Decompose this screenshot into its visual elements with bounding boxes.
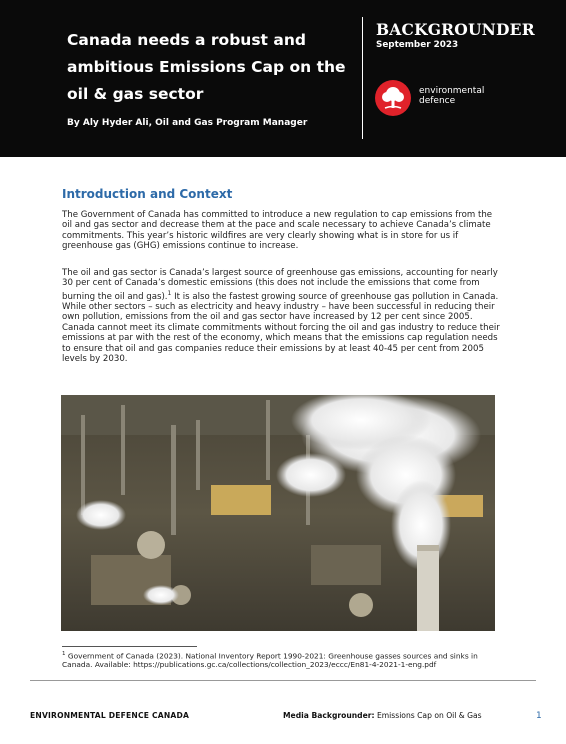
page-number: 1 <box>536 711 542 721</box>
document-title: Canada needs a robust and ambitious Emissions Cap on the oil & gas sector <box>67 31 346 103</box>
footer-document-label <box>283 711 482 720</box>
footer-organization: ENVIRONMENTAL DEFENCE CANADA <box>30 711 190 720</box>
footer-label-rest: Emissions Cap on Oil & Gas <box>374 711 482 720</box>
footnote-text: Government of Canada (2023). National Inventory Report 1990-2021: Greenhouse gasses sources and sinks in Canada. Available: https://publications.gc.ca/collections/collection_2023/eccc/En81-4-2021-1-eng.pdf <box>62 651 478 670</box>
section-heading: Introduction and Context <box>62 187 233 201</box>
paragraph-2-part-1: The oil and gas sector is Canada’s largest source of greenhouse gas emissions, accounting for nearly 30 per cent of Canada’s domestic emissions (this does not include the emissions that come from burning the oil and gas). <box>62 268 498 302</box>
environmental-defence-logo <box>375 80 495 120</box>
logo-line-2: defence <box>419 96 456 106</box>
header-banner <box>0 0 566 157</box>
paragraph-2-part-2: It is also the fastest growing source of greenhouse gas pollution in Canada. While other sectors – such as electricity and heavy industry – have been successful in reducing their own pollution, emissions from the oil and gas sector have increased by 12 per cent since 2005. Canada cannot meet its climate commitments without forcing the oil and gas industry to reduce their emissions at par with the rest of the economy, which means that the emissions cap regulation needs to ensure that oil and gas companies reduce their emissions by at least 40-45 per cent from 2005 levels by 2030. <box>62 291 500 365</box>
tree-logo-icon <box>375 80 411 116</box>
footnote-number: 1 <box>62 651 66 657</box>
footnote <box>62 650 507 669</box>
paragraph-1: The Government of Canada has committed to introduce a new regulation to cap emissions from the oil and gas sector and decrease them at the pace and scale necessary to achieve Canada’s climate commitments. This year’s historic wildfires are very clearly showing what is in store for us if greenhouse gas (GHG) emissions continue to increase. <box>62 210 493 252</box>
publication-date: September 2023 <box>376 40 459 50</box>
footnote-ref[interactable]: 1 <box>167 289 172 297</box>
logo-line-1: environmental <box>419 86 485 96</box>
doc-type-label: BACKGROUNDER <box>376 20 535 39</box>
byline: By Aly Hyder Ali, Oil and Gas Program Manager <box>67 118 308 128</box>
footer-divider <box>30 680 536 681</box>
footer-label-bold: Media Backgrounder: <box>283 711 375 720</box>
footnote-divider <box>62 646 197 647</box>
header-divider <box>362 17 363 139</box>
oil-refinery-photo <box>61 395 495 631</box>
logo-wordmark <box>419 86 484 106</box>
paragraph-2 <box>62 268 502 365</box>
